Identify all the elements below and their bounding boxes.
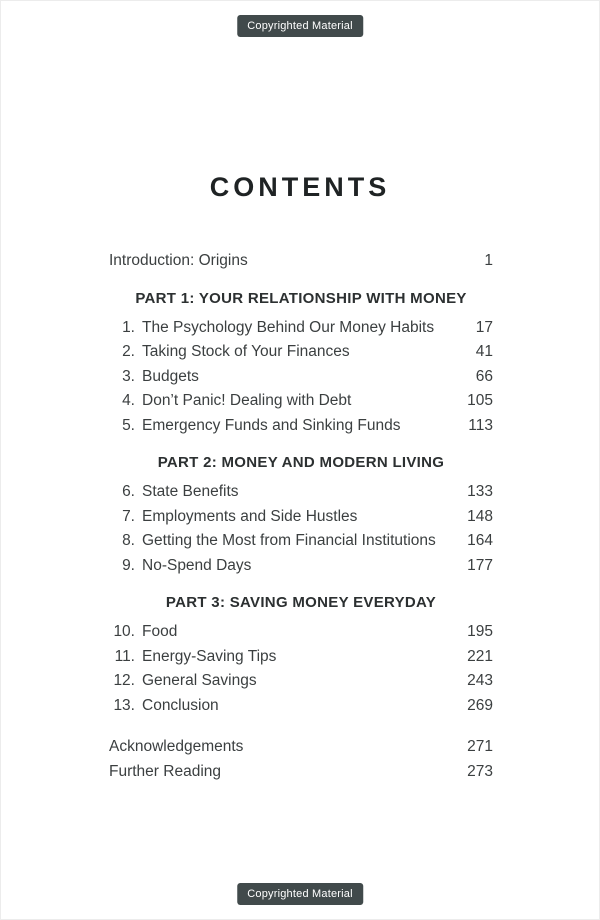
chapter-title: No-Spend Days xyxy=(142,556,252,574)
chapter-number: 12. xyxy=(113,672,135,689)
chapter-number: 1. xyxy=(122,318,135,336)
chapter-number: 11. xyxy=(114,647,135,665)
toc-entry xyxy=(109,344,493,360)
chapter-number: 8. xyxy=(122,532,135,549)
chapter-title: Taking Stock of Your Finances xyxy=(142,343,350,360)
table-of-contents xyxy=(109,253,493,788)
chapter-title: Employments and Side Hustles xyxy=(142,507,358,525)
toc-entry xyxy=(109,369,493,385)
toc-entry xyxy=(109,764,493,780)
toc-entry xyxy=(109,673,493,689)
chapter-number: 2. xyxy=(122,343,135,360)
copyright-banner-top: Copyrighted Material xyxy=(237,15,363,37)
chapter-title: Introduction: Origins xyxy=(109,252,248,269)
chapter-number: 13. xyxy=(113,696,135,714)
toc-entry xyxy=(109,393,493,409)
chapter-number: 10. xyxy=(113,623,135,640)
toc-entry xyxy=(109,320,493,336)
chapter-number: 4. xyxy=(122,392,135,409)
toc-entry xyxy=(109,418,493,434)
chapter-title: General Savings xyxy=(142,672,257,689)
contents-title: CONTENTS xyxy=(209,172,391,202)
part-heading: PART 1: YOUR RELATIONSHIP WITH MONEY xyxy=(135,289,467,307)
toc-entry xyxy=(109,698,493,714)
part-heading: PART 2: MONEY AND MODERN LIVING xyxy=(157,454,445,471)
copyright-banner-bottom: Copyrighted Material xyxy=(237,883,363,905)
page-number: 41 xyxy=(475,343,493,360)
toc-entry xyxy=(109,649,493,665)
part-heading: PART 3: SAVING MONEY EVERYDAY xyxy=(165,594,437,611)
page-number: 148 xyxy=(467,507,493,525)
chapter-title: Emergency Funds and Sinking Funds xyxy=(142,416,401,434)
toc-entry xyxy=(109,624,493,640)
toc-entry xyxy=(109,253,493,269)
chapter-title: Budgets xyxy=(142,367,199,385)
chapter-title: Acknowledgements xyxy=(109,738,244,755)
chapter-number: 3. xyxy=(122,367,135,385)
page-number: 177 xyxy=(467,556,493,574)
page-number: 1 xyxy=(484,252,493,269)
toc-entry xyxy=(109,739,493,755)
page-number: 164 xyxy=(467,532,493,549)
page-number: 133 xyxy=(467,483,493,500)
page-number: 271 xyxy=(467,738,493,755)
chapter-title: Don’t Panic! Dealing with Debt xyxy=(142,392,352,409)
page-number: 195 xyxy=(467,623,493,640)
chapter-title: The Psychology Behind Our Money Habits xyxy=(142,318,435,336)
page-number: 66 xyxy=(475,367,493,385)
toc-entry xyxy=(109,509,493,525)
chapter-title: State Benefits xyxy=(142,483,239,500)
page-number: 273 xyxy=(467,762,493,780)
chapter-number: 7. xyxy=(122,507,135,525)
toc-entry xyxy=(109,558,493,574)
chapter-title: Food xyxy=(142,623,178,640)
page-number: 17 xyxy=(475,318,493,336)
chapter-title: Conclusion xyxy=(142,696,219,714)
chapter-title: Further Reading xyxy=(109,762,222,780)
chapter-number: 5. xyxy=(122,416,135,434)
page-number: 105 xyxy=(467,392,493,409)
chapter-title: Getting the Most from Financial Institutions xyxy=(142,532,436,549)
page-number: 221 xyxy=(467,647,493,665)
toc-entry xyxy=(109,484,493,500)
chapter-title: Energy-Saving Tips xyxy=(142,647,277,665)
page-number: 269 xyxy=(467,696,493,714)
toc-entry xyxy=(109,533,493,549)
section-gap xyxy=(109,722,493,739)
page-number: 243 xyxy=(467,672,493,689)
chapter-number: 6. xyxy=(122,483,135,500)
chapter-number: 9. xyxy=(122,556,135,574)
page-number: 113 xyxy=(468,416,493,434)
